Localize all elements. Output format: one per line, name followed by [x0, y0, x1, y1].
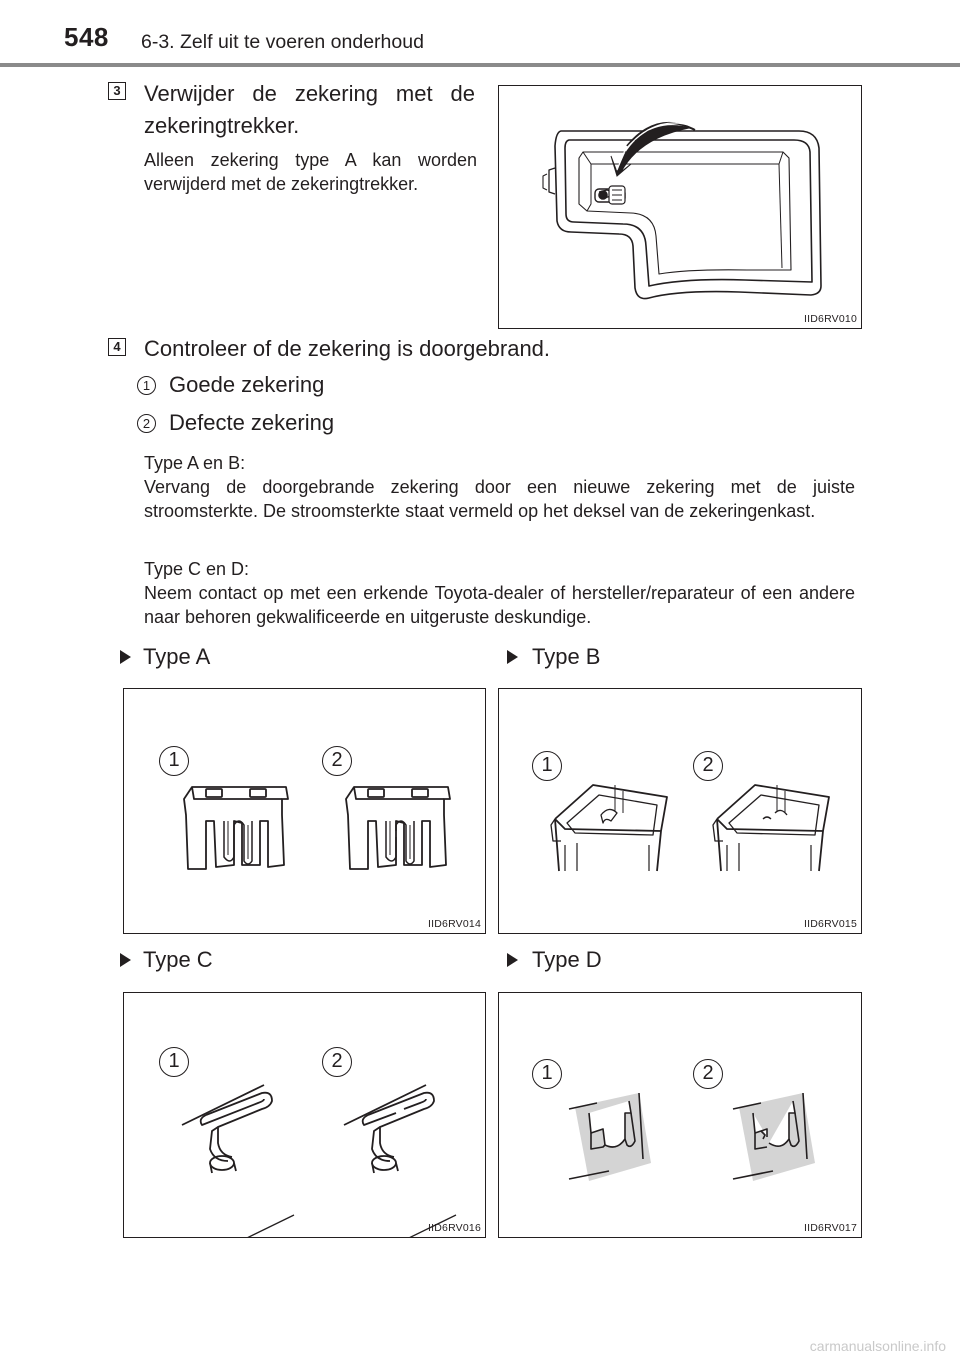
item-1-label: Goede zekering — [169, 372, 325, 397]
arrow-right-icon — [507, 650, 518, 664]
fuse-box-figure — [498, 85, 862, 329]
type-a-marker-2: 2 — [322, 746, 352, 776]
arrow-right-icon — [120, 650, 131, 664]
step-3-title-line2: zekeringtrekker. — [144, 113, 300, 138]
item-2-marker: 2 — [137, 414, 156, 433]
item-2-label: Defecte zekering — [169, 410, 335, 435]
type-ab-text: Vervang de doorgebrande zekering door een nieuwe zekering met de juiste stroomsterkte. De stroomsterkte staat vermeld op het deksel van de zekeringenkast. — [144, 477, 855, 521]
step-3-note-line1: Alleen zekering type A kan worden — [144, 150, 477, 170]
type-b-label: Type B — [532, 644, 601, 669]
step-3-note-line2: verwijderd met de zekeringtrekker. — [144, 174, 419, 194]
page-number: 548 — [64, 22, 109, 52]
type-b-figure-code: IID6RV015 — [804, 918, 857, 930]
fuse-box-figure-code: IID6RV010 — [804, 313, 857, 325]
type-d-marker-2: 2 — [693, 1059, 723, 1089]
step-3-badge: 3 — [108, 82, 126, 100]
section-title: 6-3. Zelf uit te voeren onderhoud — [141, 31, 424, 53]
type-c-figure — [123, 992, 486, 1238]
watermark: carmanualsonline.info — [809, 1338, 946, 1354]
type-a-figure — [123, 688, 486, 934]
type-c-marker-1: 1 — [159, 1047, 189, 1077]
header-rule — [0, 63, 960, 67]
type-c-label: Type C — [143, 947, 213, 972]
type-b-marker-1: 1 — [532, 751, 562, 781]
step-4-badge: 4 — [108, 338, 126, 356]
type-d-figure — [498, 992, 862, 1238]
type-c-figure-code: IID6RV016 — [428, 1222, 481, 1234]
type-b-figure — [498, 688, 862, 934]
item-1-marker: 1 — [137, 376, 156, 395]
arrow-right-icon — [120, 953, 131, 967]
type-a-label: Type A — [143, 644, 211, 669]
type-d-marker-1: 1 — [532, 1059, 562, 1089]
type-c-marker-2: 2 — [322, 1047, 352, 1077]
type-cd-paragraph — [144, 581, 855, 629]
type-a-figure-code: IID6RV014 — [428, 918, 481, 930]
arrow-right-icon — [507, 953, 518, 967]
type-ab-paragraph — [144, 475, 855, 523]
type-b-marker-2: 2 — [693, 751, 723, 781]
type-cd-heading: Type C en D: — [144, 559, 250, 579]
step-3-title-line1: Verwijder de zekering met de — [144, 81, 475, 106]
type-c-fuse-illustration — [124, 993, 485, 1237]
type-cd-text: Neem contact op met een erkende Toyota-dealer of hersteller/reparateur of een andere naar behoren gekwalificeerde en uitgeruste deskundige. — [144, 583, 855, 627]
type-d-label: Type D — [532, 947, 602, 972]
type-a-marker-1: 1 — [159, 746, 189, 776]
type-d-figure-code: IID6RV017 — [804, 1222, 857, 1234]
type-ab-heading: Type A en B: — [144, 453, 246, 473]
step-4-title: Controleer of de zekering is doorgebrand. — [144, 336, 551, 361]
fuse-box-illustration — [499, 86, 861, 328]
type-b-fuse-illustration — [499, 689, 861, 933]
type-a-fuse-illustration — [124, 689, 485, 933]
type-d-fuse-illustration — [499, 993, 861, 1237]
